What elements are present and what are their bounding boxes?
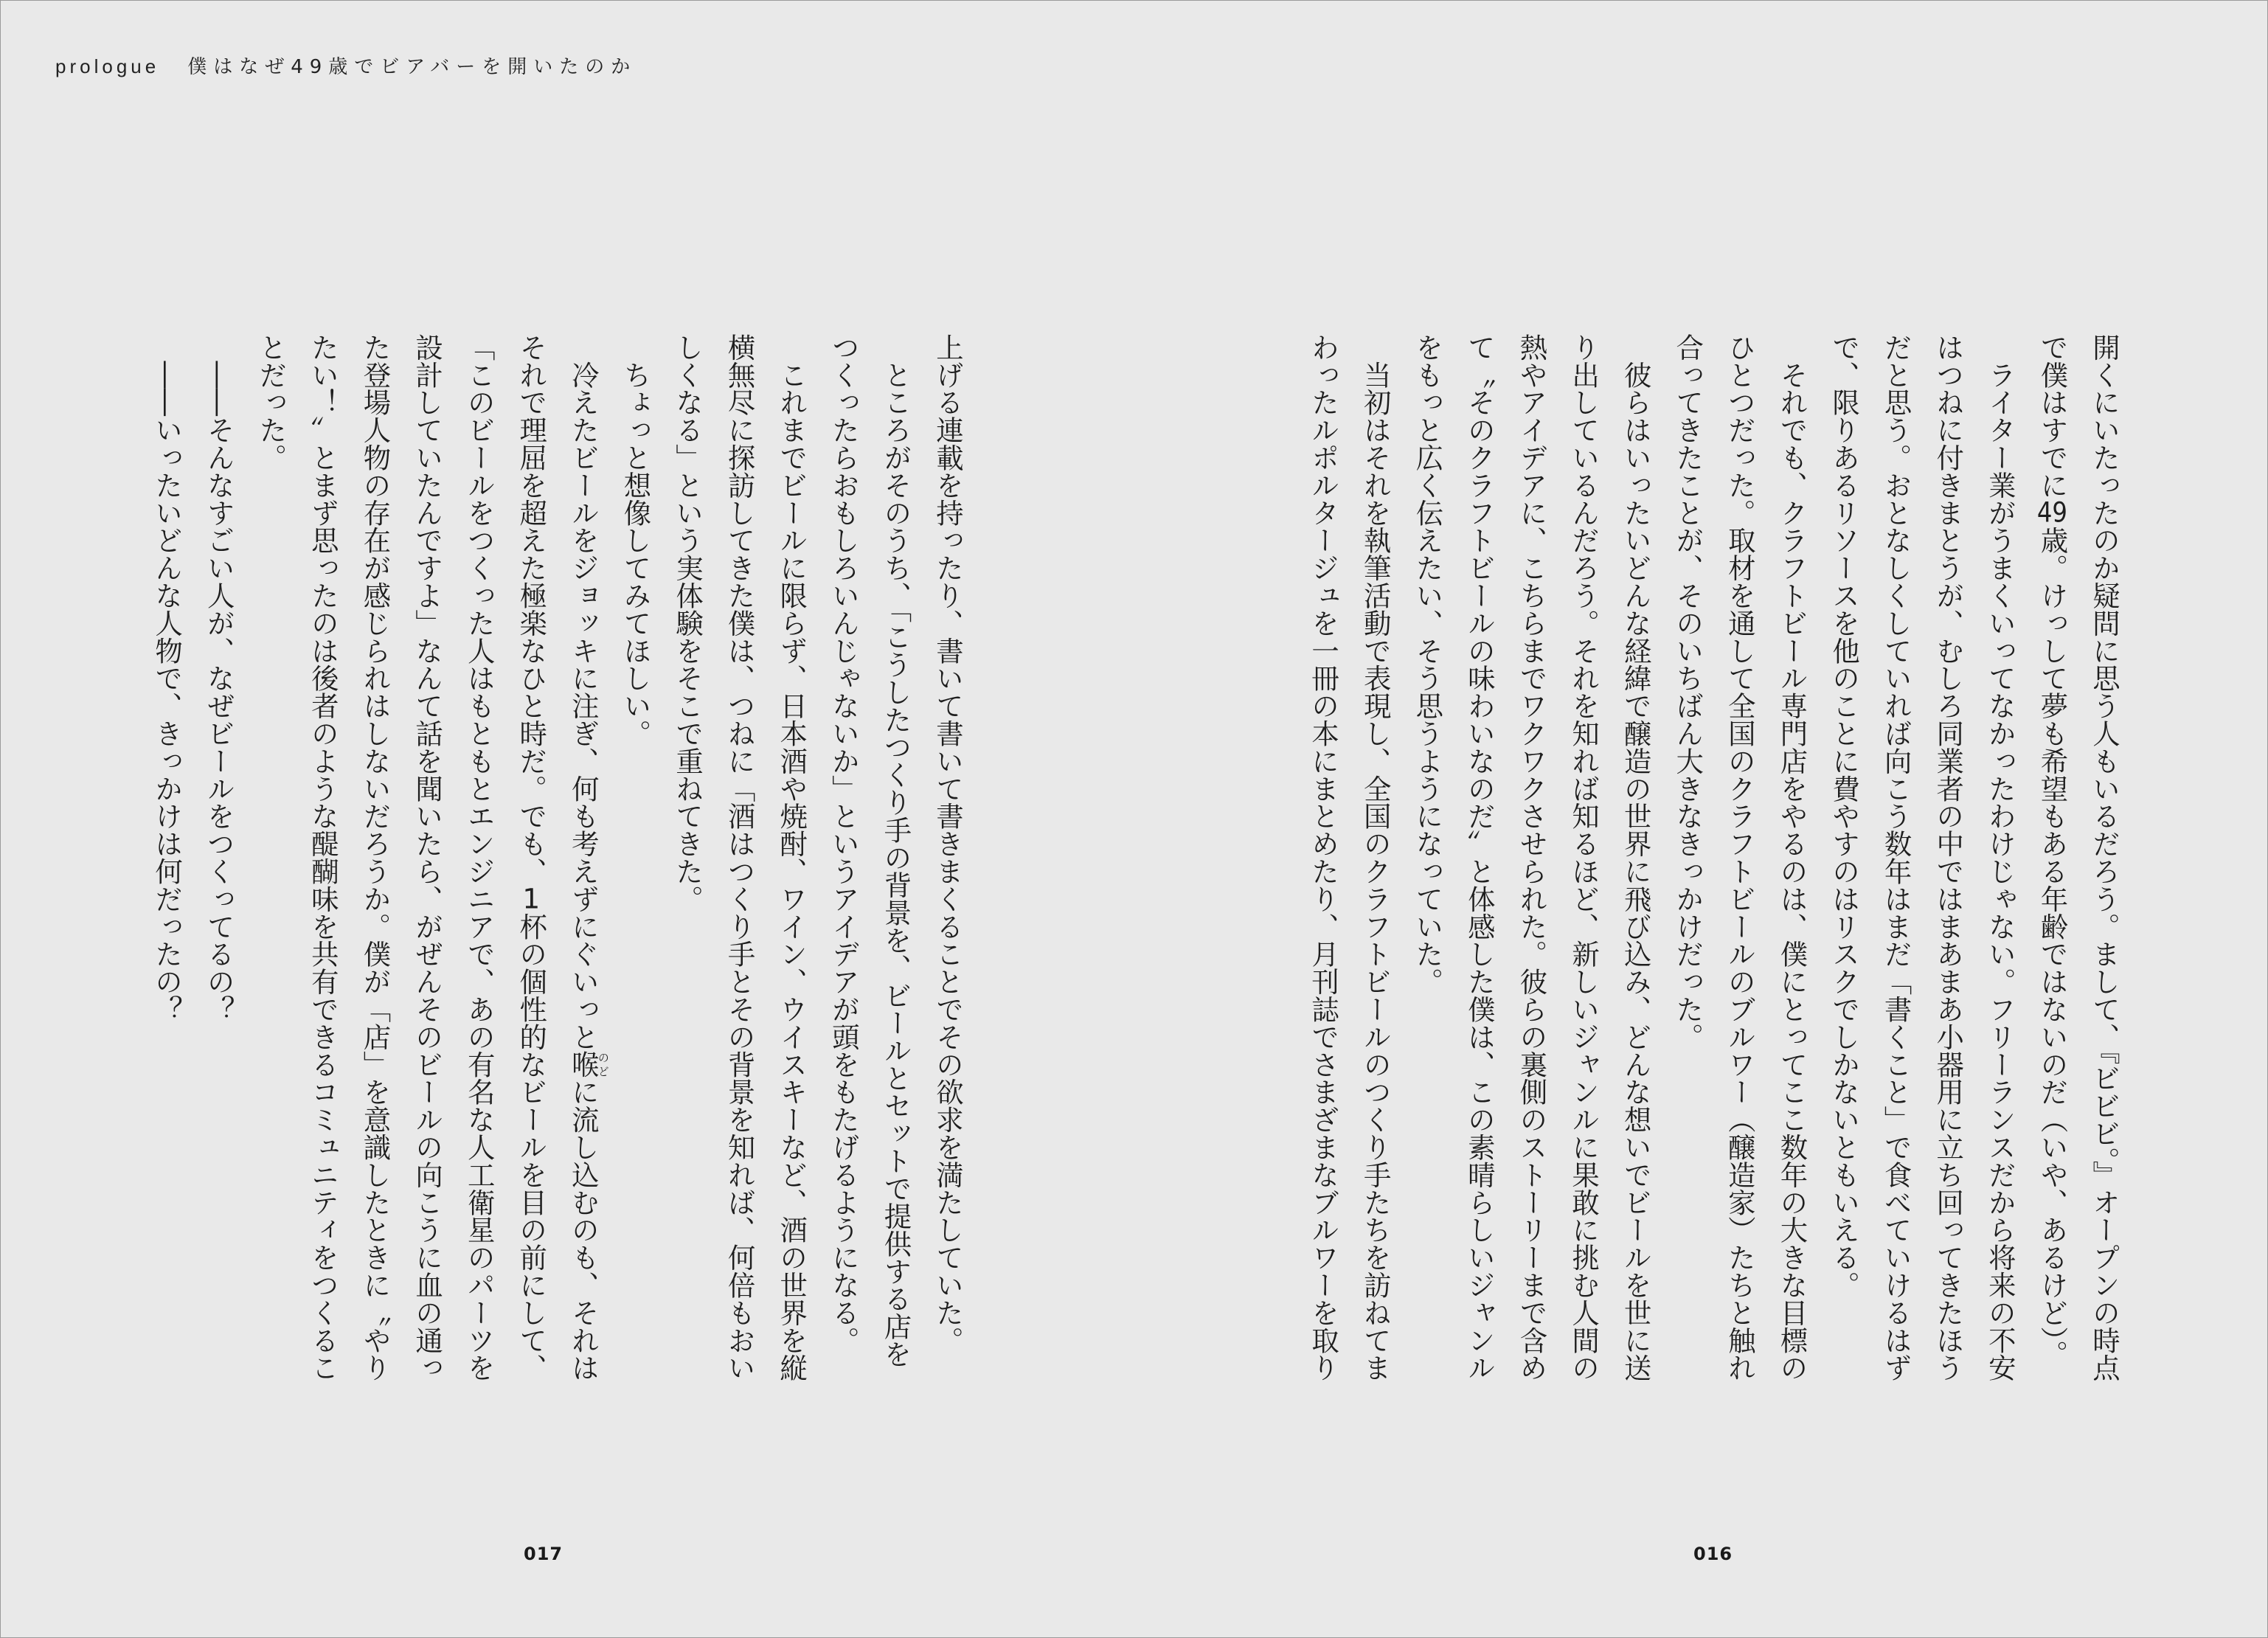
text-column bbox=[817, 333, 870, 1417]
text-column bbox=[193, 333, 245, 1417]
column-text: 合ってきたことが、そのいちばん大きなきっかけだった。 bbox=[1671, 333, 1705, 1051]
column-text: り出しているんだろう。それを知れば知るほど、新しいジャンルに果敢に挑む人間の bbox=[1567, 333, 1601, 1382]
left-page-body bbox=[141, 333, 974, 1417]
text-column bbox=[505, 333, 558, 1417]
text-column bbox=[1922, 333, 1974, 1417]
text-column bbox=[2078, 333, 2130, 1417]
column-text: 当初はそれを執筆活動で表現し、全国のクラフトビールのつくり手たちを訪ねてま bbox=[1359, 333, 1392, 1382]
text-column bbox=[557, 333, 609, 1417]
column-text: はつねに付きまとうが、むしろ同業者の中ではまあまあ小器用に立ち回ってきたほう bbox=[1932, 333, 1965, 1382]
column-text: 歳。けっして夢も希望もある年齢ではないのだ（いや、あるけど）。 bbox=[2036, 526, 2069, 1368]
running-head-label: prologue bbox=[55, 55, 160, 77]
column-text: それでも、クラフトビール専門店をやるのは、僕にとってここ数年の大きな目標の bbox=[1775, 333, 1808, 1382]
text-column bbox=[2026, 333, 2078, 1417]
text-column bbox=[766, 333, 818, 1417]
text-column bbox=[870, 333, 922, 1417]
page-number-left: 017 bbox=[524, 1544, 563, 1564]
column-text: これまでビールに限らず、日本酒や焼酎、ワイン、ウイスキーなど、酒の世界を縦 bbox=[775, 333, 808, 1382]
column-text: ところがそのうち、「こうしたつくり手の背景を、ビールとセットで提供する店を bbox=[879, 333, 912, 1368]
column-text: 熱やアイデアに、こちらまでワクワクさせられた。彼らの裏側のストーリーまで含め bbox=[1515, 333, 1548, 1382]
text-column bbox=[1974, 333, 2026, 1417]
column-text: 彼らはいったいどんな経緯で醸造の世界に飛び込み、どんな想いでビールを世に送 bbox=[1619, 333, 1652, 1382]
right-page-body bbox=[1297, 333, 2131, 1417]
ruby-annotation bbox=[566, 1050, 610, 1078]
column-text: つくったらおもしろいんじゃないか」というアイデアが頭をもたげるようになる。 bbox=[827, 333, 860, 1354]
text-column bbox=[921, 333, 974, 1417]
column-text: に流し込むのも、それは bbox=[566, 1077, 600, 1382]
column-text: 冷えたビールをジョッキに注ぎ、何も考えずにぐいっと bbox=[566, 333, 600, 1051]
column-text: わったルポルタージュを一冊の本にまとめたり、月刊誌でさまざまなブルワーを取り bbox=[1307, 333, 1340, 1382]
text-column bbox=[245, 333, 297, 1417]
text-column bbox=[661, 333, 713, 1417]
column-text: だと思う。おとなしくしていれば向こう数年はまだ「書くこと」で食べていけるはず bbox=[1879, 333, 1912, 1382]
ruby-reading: のど bbox=[596, 1050, 610, 1078]
text-column bbox=[1870, 333, 1922, 1417]
text-column bbox=[1401, 333, 1454, 1417]
text-column bbox=[1609, 333, 1662, 1417]
text-column bbox=[713, 333, 766, 1417]
column-text: 開くにいたったのか疑問に思う人もいるだろう。まして、『ビビビ。』オープンの時点 bbox=[2088, 333, 2120, 1382]
text-column bbox=[141, 333, 193, 1417]
column-text: た登場人物の存在が感じられはしないだろうか。僕が「店」を意識したときに〝やり bbox=[358, 333, 392, 1382]
text-column bbox=[296, 333, 349, 1417]
column-text: 設計していたんですよ」なんて話を聞いたら、がぜんそのビールの向こうに血の通っ bbox=[411, 333, 444, 1382]
count-number: 1 bbox=[522, 885, 541, 913]
text-column bbox=[1349, 333, 1401, 1417]
text-column bbox=[1662, 333, 1714, 1417]
column-text: ライター業がうまくいってなかったわけじゃない。フリーランスだから将来の不安 bbox=[1983, 333, 2016, 1382]
text-column bbox=[1557, 333, 1609, 1417]
column-text: で僕はすでに bbox=[2036, 333, 2069, 499]
column-text: ――そんなすごい人が、なぜビールをつくってるの？ bbox=[202, 333, 235, 1023]
text-column bbox=[1817, 333, 1870, 1417]
column-text: 上げる連載を持ったり、書いて書いて書きまくることでその欲求を満たしていた。 bbox=[932, 333, 964, 1354]
column-text: とだった。 bbox=[254, 333, 288, 471]
text-column bbox=[1297, 333, 1350, 1417]
column-text: それで理屈を超えた極楽なひと時だ。でも、 bbox=[515, 333, 548, 885]
column-text: をもっと広く伝えたい、そう思うようになっていた。 bbox=[1411, 333, 1444, 996]
ruby-base: 喉 bbox=[566, 1050, 600, 1078]
text-column bbox=[1453, 333, 1505, 1417]
column-text: 杯の個性的なビールを目の前にして、 bbox=[515, 912, 548, 1382]
age-number: 49 bbox=[2036, 499, 2067, 527]
column-text: たい！〟とまず思ったのは後者のような醍醐味を共有できるコミュニティをつくるこ bbox=[306, 333, 339, 1382]
text-column bbox=[400, 333, 453, 1417]
text-column bbox=[1713, 333, 1766, 1417]
page-number-right: 016 bbox=[1693, 1544, 1733, 1564]
column-text: 横無尽に探訪してきた僕は、つねに「酒はつくり手とその背景を知れば、何倍もおい bbox=[723, 333, 756, 1382]
text-column bbox=[453, 333, 505, 1417]
running-head-title: 僕はなぜ49歳でビアバーを開いたのか bbox=[187, 56, 637, 78]
text-column bbox=[1505, 333, 1558, 1417]
column-text: ちょっと想像してみてほしい。 bbox=[619, 333, 652, 747]
column-text: ――いったいどんな人物で、きっかけは何だったの？ bbox=[150, 333, 184, 1023]
column-text: 「このビールをつくった人はもともとエンジニアで、あの有名な人工衛星のパーツを bbox=[462, 333, 496, 1382]
text-column bbox=[609, 333, 662, 1417]
running-head bbox=[55, 52, 637, 79]
column-text: ひとつだった。取材を通して全国のクラフトビールのブルワー（醸造家）たちと触れ bbox=[1723, 333, 1756, 1382]
column-text: で、限りあるリソースを他のことに費やすのはリスクでしかないともいえる。 bbox=[1828, 333, 1861, 1299]
column-text: しくなる」という実体験をそこで重ねてきた。 bbox=[671, 333, 704, 913]
text-column bbox=[1766, 333, 1818, 1417]
column-text: て〝そのクラフトビールの味わいなのだ〟と体感した僕は、この素晴らしいジャンル bbox=[1463, 333, 1496, 1382]
text-column bbox=[349, 333, 401, 1417]
